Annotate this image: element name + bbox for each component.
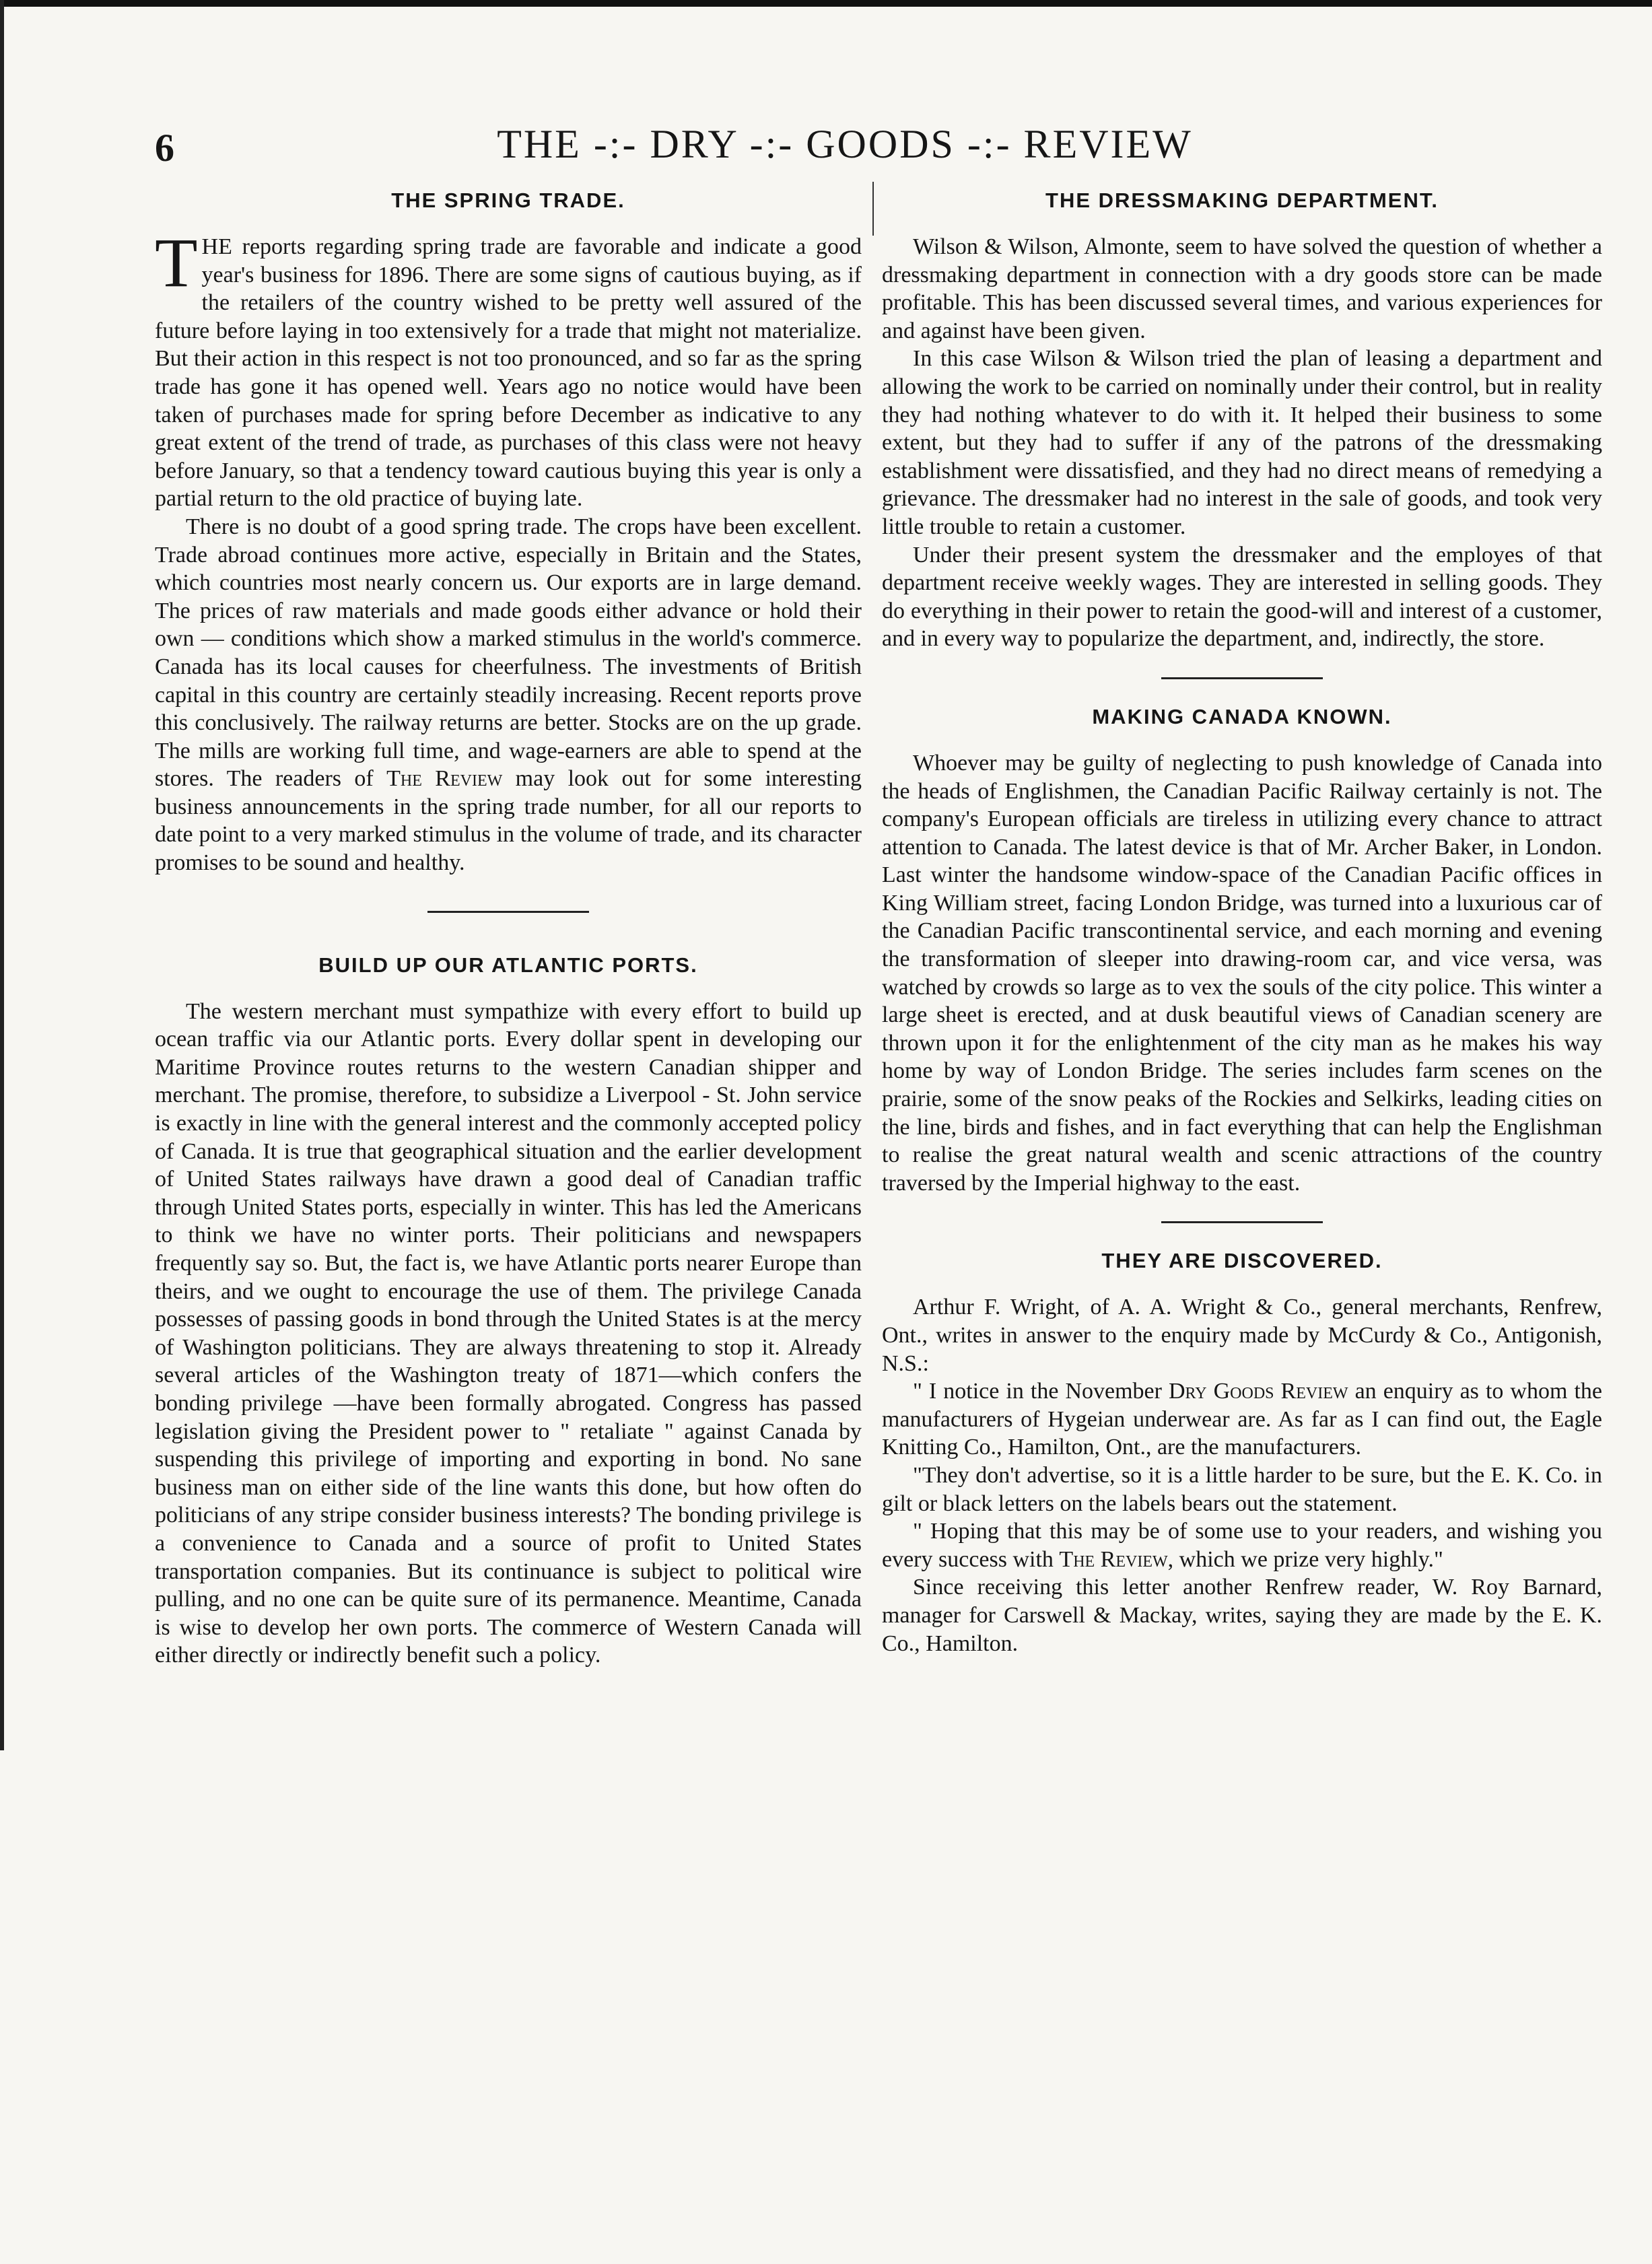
article-discovered — [882, 1249, 1602, 1657]
article-making-canada-known — [882, 705, 1602, 1198]
section-separator — [1161, 1221, 1323, 1223]
page-number: 6 — [155, 126, 174, 170]
article-paragraph: Arthur F. Wright, of A. A. Wright & Co., general merchants, Renfrew, Ont., writes in answer to the enquiry made by McCurdy & Co., Antigonish, N.S.: — [882, 1295, 1602, 1376]
article-paragraph: Under their present system the dressmaker and the employes of that department receive weekly wages. They are interested in selling goods. They do everything in their power to retain the good-will and interest of a customer, and in every way to popularize the department, and, indirectly, the store. — [882, 542, 1602, 652]
article-paragraph: Since receiving this letter another Renfrew reader, W. Roy Barnard, manager for Carswell & Mackay, writes, saying they are made by the E. K. Co., Hamilton. — [882, 1575, 1602, 1656]
masthead-title: THE -:- DRY -:- GOODS -:- REVIEW — [497, 122, 1193, 166]
article-spring-trade — [155, 188, 862, 877]
article-paragraph: "They don't advertise, so it is a little harder to be sure, but the E. K. Co. in gilt or black letters on the labels bears out the statement. — [882, 1462, 1602, 1516]
article-paragraph: Wilson & Wilson, Almonte, seem to have solved the question of whether a dressmaking department in connection with a dry goods store can be made profitable. This has been discussed several times, and various experiences for and against have been given. — [882, 234, 1602, 343]
drop-cap: T — [155, 224, 198, 302]
article-paragraph — [155, 513, 862, 877]
article-title: MAKING CANADA KNOWN. — [1092, 704, 1392, 728]
paragraph-text: may look out for some interesting business announcements in the spring trade number, for all our reports to date point to a very marked stimulus in the volume of trade, and its character promises to be sound and healthy. — [155, 766, 862, 876]
article-title: BUILD UP OUR ATLANTIC PORTS. — [318, 953, 698, 977]
paragraph-text: which we prize very highly." — [1179, 1546, 1443, 1572]
paragraph-text: There is no doubt of a good spring trade. The crops have been excellent. Trade abroad continues more active, especially in Britain and the States, which countries most nearly concern us. Our exports are in large demand. The prices of raw materials and made goods either advance or hold their own — conditions which show a marked stimulus in the world's commerce. Canada has its local causes for cheerfulness. The investments of British capital in this country are certainly steadily increasing. Recent reports prove this conclusively. The railway returns are better. Stocks are on the up grade. The mills are working full time, and wage-earners are able to spend at the stores. The readers of — [155, 514, 862, 792]
article-paragraph: The western merchant must sympathize with every effort to build up ocean traffic via our Atlantic ports. Every dollar spent in developing our Maritime Province routes returns to the western Canadian shipper and merchant. The promise, therefore, to subsidize a Liverpool - St. John service is exactly in line with the general interest and the commonly accepted policy of Canada. It is true that geographical situation and the earlier development of United States railways have drawn a good deal of Canadian traffic through United States ports, especially in winter. This has led the Americans to think we have no winter ports. Their politicians and newspapers frequently say so. But, the fact is, we have Atlantic ports nearer Europe than theirs, and we ought to encourage the use of them. The privilege Canada possesses of passing goods in bond through the United States is at the mercy of Washington politicians. They are always threatening to stop it. Already several articles of the Washington treaty of 1871—which confers the bonding privilege —have been formally abrogated. Congress has passed legislation giving the President power to " retaliate " against Canada by suspending this privilege of importing and exporting in bond. No sane business man on either side of the line wants this done, but how often do politicians of any stripe consider business interests? The bonding privilege is a convenience to Canada and a source of profit to United States transportation companies. But its continuance is subject to political wire pulling, and no one can be quite sure of its permanence. Meantime, Canada is wise to develop her own ports. The commerce of Western Canada will either directly or indirectly benefit such a policy. — [155, 998, 862, 1668]
column-divider — [872, 182, 874, 236]
section-separator — [1161, 677, 1323, 679]
paragraph-text: HE reports regarding spring trade are favorable and indicate a good year's business for 1896. There are some signs of cautious buying, as if the retailers of the country wished to be pretty well assured of the future before laying in too extensively for a trade that might not materialize. But their action in this respect is not too pronounced, and so far as the spring trade has gone it has opened well. Years ago no notice would have been taken of purchases made for spring before December as indicative to any great extent of the trend of trade, as purchases of this class were not heavy before January, so that a tendency toward cautious buying this year is only a partial return to the old practice of buying late. — [155, 234, 862, 512]
article-paragraph: In this case Wilson & Wilson tried the plan of leasing a department and allowing the work to be carried on nominally under their control, but in reality they had nothing whatever to do with it. It helped their business to some extent, but they had to suffer if any of the patrons of the dressmaking establishment were dissatisfied, and they had no direct means of remedying a grievance. The dressmaker had no interest in the sale of goods, and took very little trouble to retain a customer. — [882, 346, 1602, 539]
article-title: THE SPRING TRADE. — [391, 188, 625, 212]
publication-name: Dry Goods Review — [1169, 1379, 1348, 1404]
left-border — [0, 0, 4, 1750]
page-header — [155, 121, 1535, 182]
section-separator — [427, 911, 589, 913]
article-dressmaking — [882, 188, 1602, 653]
article-paragraph — [882, 1377, 1602, 1462]
paragraph-text: " I notice in the November — [913, 1379, 1162, 1404]
article-title: THE DRESSMAKING DEPARTMENT. — [1045, 188, 1439, 212]
left-column — [155, 188, 862, 1670]
article-paragraph: Whoever may be guilty of neglecting to push knowledge of Canada into the heads of Englishmen, the Canadian Pacific Railway certainly is not. The company's European officials are tireless in utilizing every chance to attract attention to Canada. The latest device is that of Mr. Archer Baker, in London. Last winter the handsome window-space of the Canadian Pacific offices in King William street, facing London Bridge, was turned into a luxurious car of the Canadian Pacific transcontinental service, and each morning and evening the transformation of sleeper into drawing-room car, and vice versa, was watched by crowds so large as to vex the souls of the city police. This winter a large sheet is erected, and at dusk beautiful views of Canadian scenery are thrown upon it for the enlightenment of the city man as he makes his way home by way of London Bridge. The series includes farm scenes on the prairie, some of the snow peaks of the Rockies and Selkirks, leading cities on the line, birds and fishes, and in fact everything that can help the Englishman to realise the great natural wealth and scenic attractions of the country traversed by the Imperial highway to the east. — [882, 750, 1602, 1196]
article-atlantic-ports — [155, 953, 862, 1670]
publication-name: The Review, — [1059, 1546, 1174, 1572]
article-paragraph — [882, 1517, 1602, 1573]
paragraph-text: an enquiry as to whom the manufacturers of Hygeian underwear are. As far as I can find out, the Eagle Knitting Co., Hamilton, Ont., are the manufacturers. — [882, 1379, 1603, 1460]
article-paragraph — [155, 224, 862, 513]
paragraph-text: " Hoping that this may be of some use to your readers, and wishing you every success with — [882, 1519, 1602, 1572]
article-title: THEY ARE DISCOVERED. — [1101, 1249, 1383, 1273]
right-column — [882, 188, 1602, 1657]
top-border — [0, 0, 1652, 7]
publication-name: The Review — [386, 766, 503, 792]
